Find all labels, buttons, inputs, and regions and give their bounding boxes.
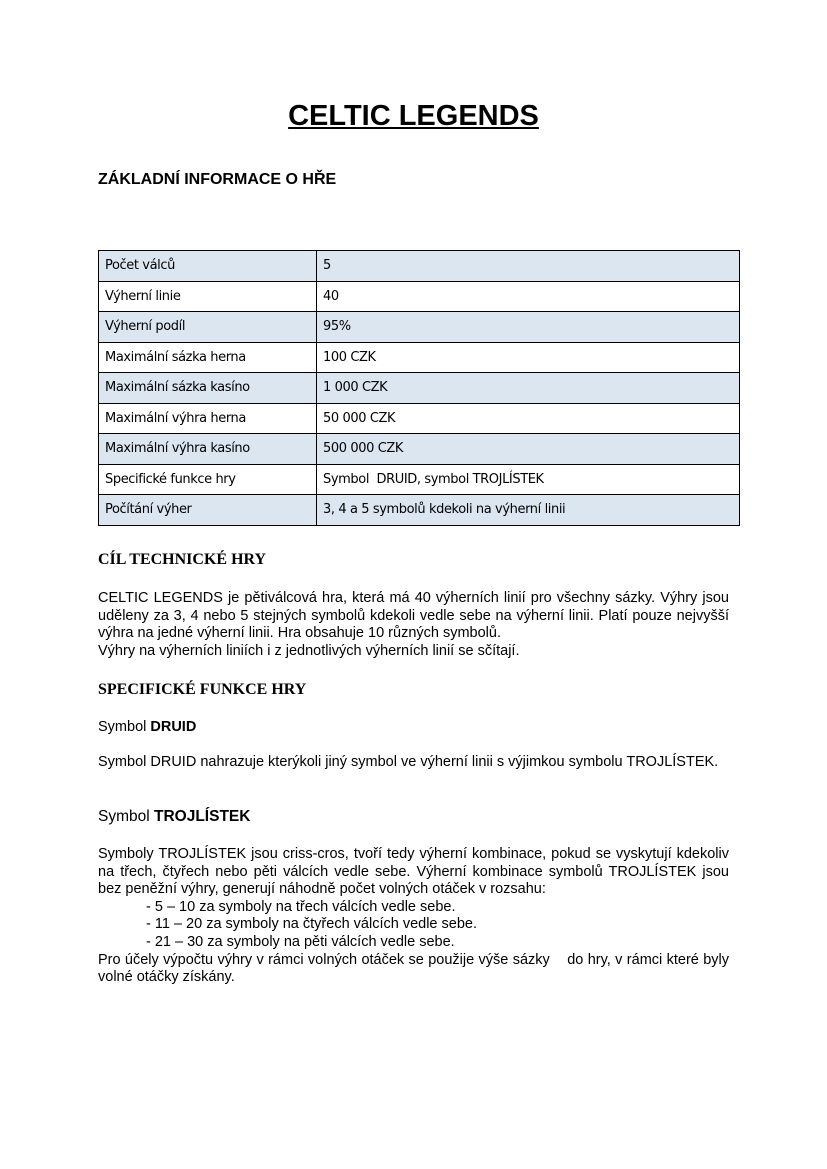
table-row xyxy=(99,403,740,434)
table-row xyxy=(99,281,740,312)
table-row xyxy=(99,464,740,495)
goal-paragraph: CELTIC LEGENDS je pětiválcová hra, která má 40 výherních linií pro všechny sázky. Výhry jsou uděleny za 3, 4 nebo 5 stejných symbolů kdekoli vedle sebe na výherní linii. Platí pouze nejvyšší výhra na jedné výherní linii. Hra obsahuje 10 různých symbolů. xyxy=(98,590,729,641)
table-row xyxy=(99,434,740,465)
row-label: Výherní podíl xyxy=(99,312,317,343)
row-value: 500 000 CZK xyxy=(317,434,740,465)
row-value: 1 000 CZK xyxy=(317,373,740,404)
trojlistek-prefix: Symbol xyxy=(98,808,154,825)
row-label: Výherní linie xyxy=(99,281,317,312)
goal-text xyxy=(98,590,729,660)
table-row xyxy=(99,251,740,282)
game-info-table xyxy=(98,250,740,526)
row-value: Symbol DRUID, symbol TROJLÍSTEK xyxy=(317,464,740,495)
table-row xyxy=(99,342,740,373)
goal-paragraph-sum: Výhry na výherních liniích i z jednotlivých výherních linií se sčítají. xyxy=(98,642,520,659)
trojlistek-paragraph: Symboly TROJLÍSTEK jsou criss-cros, tvoří tedy výherní kombinace, pokud se vyskytují kdekoliv na třech, čtyřech nebo pěti válcích vedle sebe. Výherní kombinace symbolů TROJLÍSTEK jsou bez peněžní výhry, generují náhodně počet volných otáček v rozsahu: xyxy=(98,846,729,898)
row-label: Maximální sázka herna xyxy=(99,342,317,373)
row-label: Maximální výhra kasíno xyxy=(99,434,317,465)
row-value: 95% xyxy=(317,312,740,343)
druid-text: Symbol DRUID nahrazuje kterýkoli jiný symbol ve výherní linii s výjimkou symbolu TROJLÍSTEK. xyxy=(98,754,719,770)
row-value: 5 xyxy=(317,251,740,282)
trojlistek-text xyxy=(98,846,734,987)
section-heading-basic-info: ZÁKLADNÍ INFORMACE O HŘE xyxy=(98,171,337,188)
row-label: Maximální sázka kasíno xyxy=(99,373,317,404)
row-value: 50 000 CZK xyxy=(317,403,740,434)
row-label: Počet válců xyxy=(99,251,317,282)
document-title: CELTIC LEGENDS xyxy=(288,100,539,132)
trojlistek-closing: Pro účely výpočtu výhry v rámci volných otáček se použije výše sázky do hry, v rámci které byly volné otáčky získány. xyxy=(98,951,734,986)
druid-subheading xyxy=(98,719,196,735)
free-spins-list xyxy=(98,899,729,952)
section-heading-goal: CÍL TECHNICKÉ HRY xyxy=(98,551,267,568)
table-row xyxy=(99,373,740,404)
row-value: 100 CZK xyxy=(317,342,740,373)
trojlistek-name: TROJLÍSTEK xyxy=(154,808,251,825)
table-row xyxy=(99,495,740,526)
row-value: 40 xyxy=(317,281,740,312)
row-label: Maximální výhra herna xyxy=(99,403,317,434)
row-label: Počítání výher xyxy=(99,495,317,526)
list-item: - 21 – 30 za symboly na pěti válcích vedle sebe. xyxy=(146,933,455,950)
druid-name: DRUID xyxy=(150,719,197,735)
section-heading-features: SPECIFICKÉ FUNKCE HRY xyxy=(98,681,307,698)
list-item: - 5 – 10 za symboly na třech válcích vedle sebe. xyxy=(146,898,456,915)
list-item: - 11 – 20 za symboly na čtyřech válcích vedle sebe. xyxy=(146,916,477,933)
row-label: Specifické funkce hry xyxy=(99,464,317,495)
row-value: 3, 4 a 5 symbolů kdekoli na výherní linii xyxy=(317,495,740,526)
druid-prefix: Symbol xyxy=(98,719,151,735)
table-row xyxy=(99,312,740,343)
trojlistek-subheading xyxy=(98,808,250,826)
